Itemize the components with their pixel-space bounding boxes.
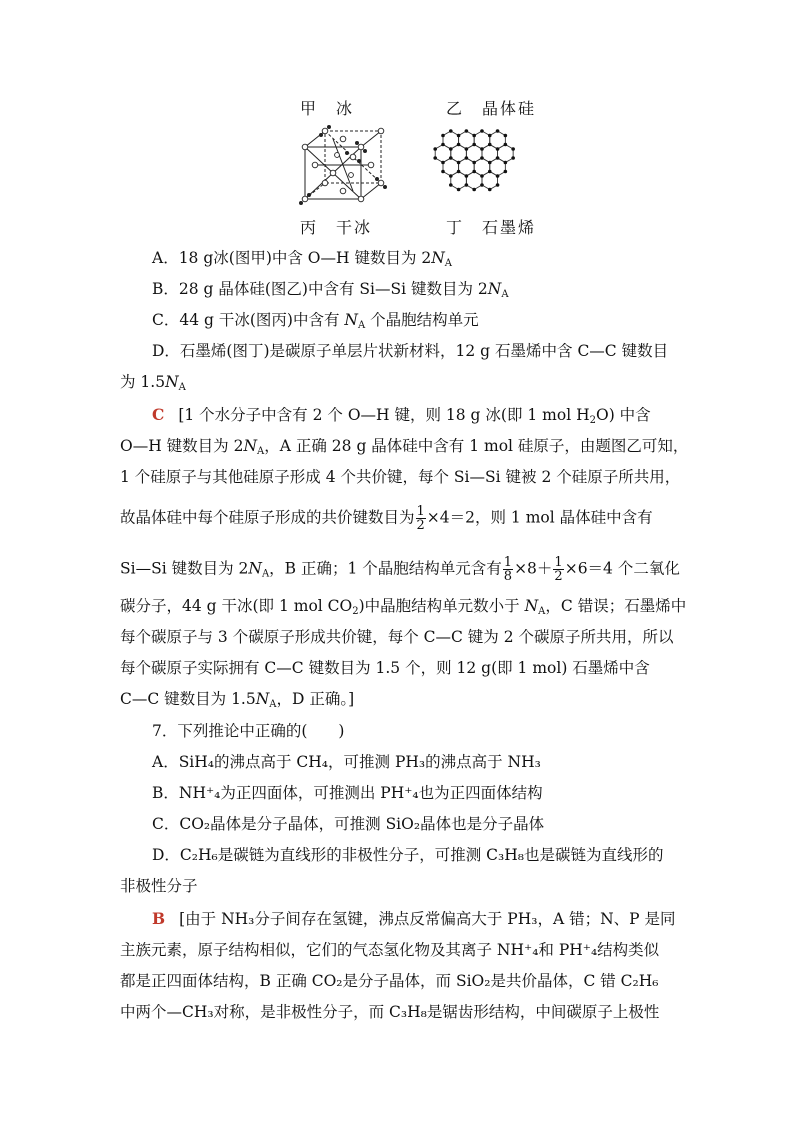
q6-expl-text: 故晶体硅中每个硅原子形成的共价键数目为 <box>120 508 415 527</box>
q6-option-c-text-end: 个晶胞结构单元 <box>365 311 479 329</box>
carbon-atom <box>472 143 476 147</box>
q6-explanation-line9 <box>120 688 680 716</box>
carbon-atom <box>441 170 445 174</box>
dry-ice-cell-diagram <box>295 125 395 205</box>
subscript: 2 <box>589 415 596 426</box>
q6-explanation-line6 <box>120 595 687 623</box>
q6-expl-text: ×4＝2，则 1 mol 晶体硅中含有 <box>426 508 653 527</box>
q6-explanation-line1 <box>152 404 680 432</box>
carbon-atom <box>449 147 453 151</box>
q7-explanation-line4: 中两个—CH₃对称，是非极性分子，而 C₃H₈是锯齿形结构，中间碳原子上极性 <box>120 1003 660 1021</box>
carbon-atom <box>488 170 492 174</box>
carbon-atom <box>472 161 476 165</box>
q6-expl-text: ，D 正确。] <box>276 690 355 708</box>
avogadro-symbol: N <box>248 559 262 578</box>
q6-option-b-text: B．28 g 晶体硅(图乙)中含有 Si—Si 键数目为 2 <box>152 280 488 298</box>
carbon-atom <box>457 188 461 192</box>
figure-label-ice: 甲 冰 <box>300 99 355 118</box>
q7-explanation-line1 <box>152 908 680 930</box>
fraction-one-eighth <box>503 556 513 583</box>
q7-option-d-line1: D．C₂H₆是碳链为直线形的非极性分子，可推测 C₃H₈也是碳链为直线形的 <box>152 846 664 864</box>
carbon-atom <box>433 147 437 151</box>
q6-explanation-line7: 每个碳原子与 3 个碳原子形成共价键，每个 C—C 键为 2 个碳原子所共用，所以 <box>120 628 674 646</box>
carbon-atom <box>488 188 492 192</box>
avogadro-subscript: A <box>178 382 186 393</box>
carbon-atom <box>472 170 476 174</box>
carbon-atom <box>441 143 445 147</box>
carbon-atom <box>449 156 453 160</box>
q7-option-d-line2: 非极性分子 <box>120 877 198 895</box>
carbon-atom <box>488 161 492 165</box>
q6-option-a-text: A．18 g冰(图甲)中含 O—H 键数目为 2 <box>152 249 432 267</box>
carbon-atom <box>465 147 469 151</box>
avogadro-subscript: A <box>444 258 453 269</box>
carbon-atom <box>480 183 484 187</box>
avogadro-symbol: N <box>165 373 179 391</box>
denominator: 2 <box>416 518 425 533</box>
q6-option-d-line1: D．石墨烯(图丁)是碳原子单层片状新材料，12 g 石墨烯中含 C—C 键数目 <box>152 342 669 360</box>
carbon-atom <box>457 170 461 174</box>
carbon-atom <box>449 129 453 133</box>
carbon-atom <box>441 161 445 165</box>
q6-option-b <box>152 278 680 306</box>
q6-expl-text: [1 个水分子中含有 2 个 O—H 键，则 18 g 冰(即 1 mol H <box>178 406 590 424</box>
q6-expl-text: ×8＋ <box>514 559 553 578</box>
q6-answer-letter: C <box>152 405 165 424</box>
q6-explanation-line2 <box>120 435 689 463</box>
denominator: 8 <box>503 569 513 584</box>
avogadro-symbol: N <box>524 597 539 615</box>
carbon-atom <box>449 183 453 187</box>
q6-expl-text: Si—Si 键数目为 2 <box>120 559 249 578</box>
carbon-atom <box>457 161 461 165</box>
q6-expl-text: ，C 错误；石墨烯中 <box>545 597 687 615</box>
carbon-atom <box>457 134 461 138</box>
carbon-atom <box>496 147 500 151</box>
fraction-one-half <box>553 556 563 583</box>
subscript: 2 <box>352 606 359 617</box>
q7-option-b: B．NH⁺₄为正四面体，可推测出 PH⁺₄也为正四面体结构 <box>152 784 543 802</box>
avogadro-subscript: A <box>357 320 366 331</box>
q6-option-c-text: C．44 g 干冰(图丙)中含有 <box>152 311 345 329</box>
q7-stem: 7．下列推论中正确的( ) <box>152 722 345 740</box>
figure-label-silicon: 乙 晶体硅 <box>446 99 537 118</box>
carbon-atom <box>496 183 500 187</box>
carbon-atom <box>480 129 484 133</box>
avogadro-subscript: A <box>269 699 277 710</box>
numerator: 1 <box>554 555 563 570</box>
q6-option-a <box>152 247 680 275</box>
q6-expl-text: O—H 键数目为 2 <box>120 437 244 455</box>
q6-option-c <box>152 309 680 337</box>
avogadro-symbol: N <box>487 280 502 298</box>
q6-option-d-text: 为 1.5 <box>120 373 166 391</box>
figure-label-graphene: 丁 石墨烯 <box>446 218 537 237</box>
denominator: 2 <box>554 569 563 584</box>
avogadro-symbol: N <box>431 249 445 267</box>
carbon-atom <box>480 174 484 178</box>
q6-expl-text: 碳分子，44 g 干冰(即 1 mol CO <box>120 597 353 615</box>
fraction-one-half <box>416 505 426 532</box>
carbon-atom <box>449 174 453 178</box>
avogadro-subscript: A <box>257 446 265 457</box>
q7-answer-letter: B <box>152 909 166 928</box>
carbon-atom <box>465 183 469 187</box>
avogadro-symbol: N <box>344 311 358 329</box>
carbon-atom <box>441 134 445 138</box>
carbon-atom <box>504 170 508 174</box>
carbon-atom <box>488 134 492 138</box>
q6-expl-text: )中晶胞结构单元数小于 <box>358 597 525 615</box>
q6-expl-text: ，B 正确；1 个晶胞结构单元含有 <box>269 559 502 578</box>
numerator: 1 <box>416 504 425 519</box>
q6-expl-text: C—C 键数目为 1.5 <box>120 690 256 708</box>
q6-option-d-line2 <box>120 371 680 399</box>
carbon-atom <box>496 174 500 178</box>
carbon-atom <box>496 156 500 160</box>
figure-label-dry-ice: 丙 干冰 <box>300 218 373 237</box>
numerator: 1 <box>503 555 513 570</box>
q6-expl-text: O) 中含 <box>595 406 651 424</box>
carbon-atom <box>511 147 515 151</box>
q7-option-c: C．CO₂晶体是分子晶体，可推测 SiO₂晶体也是分子晶体 <box>152 815 545 833</box>
avogadro-symbol: N <box>243 437 258 455</box>
carbon-atom <box>480 147 484 151</box>
q6-explanation-line8: 每个碳原子实际拥有 C—C 键数目为 1.5 个，则 12 g(即 1 mol) 石墨烯中含 <box>120 659 650 677</box>
carbon-atom <box>488 143 492 147</box>
carbon-atom <box>511 156 515 160</box>
carbon-atom <box>504 143 508 147</box>
carbon-atom <box>465 129 469 133</box>
q7-option-a: A．SiH₄的沸点高于 CH₄，可推测 PH₃的沸点高于 NH₃ <box>152 753 541 771</box>
carbon-atom <box>472 188 476 192</box>
avogadro-subscript: A <box>501 289 509 300</box>
carbon-atom <box>504 161 508 165</box>
carbon-atom <box>496 129 500 133</box>
carbon-atom <box>457 143 461 147</box>
carbon-atom <box>465 174 469 178</box>
q6-explanation-line4 <box>120 505 680 532</box>
carbon-atom <box>504 134 508 138</box>
q6-expl-text: ，A 正确 28 g 晶体硅中含有 1 mol 硅原子，由题图乙可知， <box>264 437 689 455</box>
graphene-honeycomb-diagram <box>425 128 535 208</box>
q6-explanation-line3: 1 个硅原子与其他硅原子形成 4 个共价键，每个 Si—Si 键被 2 个硅原子所共用， <box>120 468 681 486</box>
q7-explanation-line2: 主族元素，原子结构相似，它们的气态氢化物及其离子 NH⁺₄和 PH⁺₄结构类似 <box>120 941 660 959</box>
carbon-atom <box>465 156 469 160</box>
carbon-atom <box>480 156 484 160</box>
avogadro-symbol: N <box>255 690 270 708</box>
q6-explanation-line5 <box>120 556 680 586</box>
carbon-atom <box>472 134 476 138</box>
q7-expl-text: [由于 NH₃分子间存在氢键，沸点反常偏高大于 PH₃，A 错；N、P 是同 <box>179 910 676 928</box>
avogadro-subscript: A <box>261 568 270 580</box>
avogadro-subscript: A <box>538 606 546 617</box>
q6-expl-text: ×6＝4 个二氧化 <box>564 559 680 578</box>
carbon-atom <box>433 156 437 160</box>
q7-explanation-line3: 都是正四面体结构，B 正确 CO₂是分子晶体，而 SiO₂是共价晶体，C 错 C₂H₆ <box>120 972 659 990</box>
